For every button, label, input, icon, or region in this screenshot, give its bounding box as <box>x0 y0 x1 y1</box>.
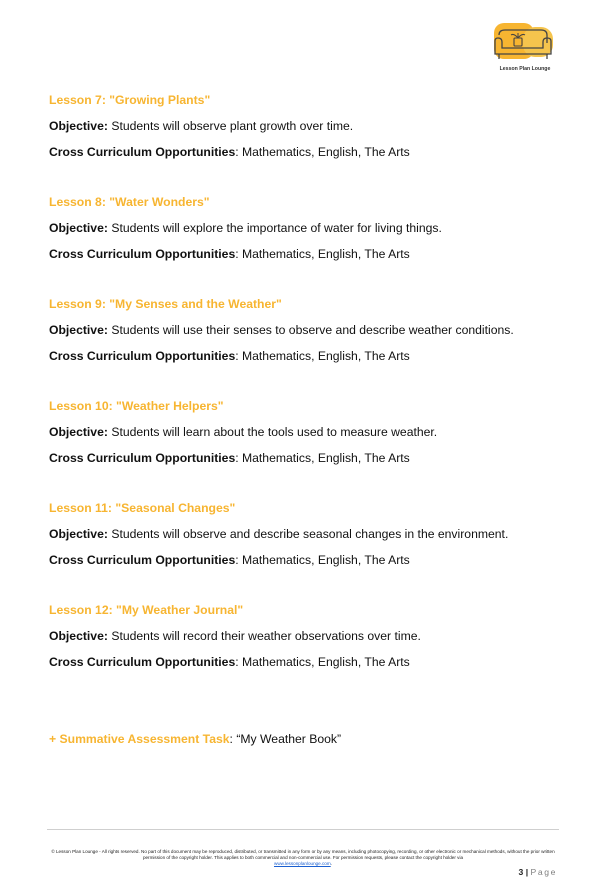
lesson-objective <box>49 527 569 542</box>
cross-curriculum-label: Cross Curriculum Opportunities <box>49 655 236 669</box>
cross-curriculum-text: : Mathematics, English, The Arts <box>235 451 410 465</box>
cross-curriculum-text: : Mathematics, English, The Arts <box>235 145 410 159</box>
lesson-cross-curriculum <box>49 247 569 262</box>
objective-text: Students will observe and describe seasonal changes in the environment. <box>107 527 509 541</box>
cross-curriculum-label: Cross Curriculum Opportunities <box>49 247 236 261</box>
objective-text: Students will learn about the tools used to measure weather. <box>107 425 438 439</box>
objective-text: Students will use their senses to observe and describe weather conditions. <box>107 323 514 337</box>
lesson-list <box>49 93 569 705</box>
lesson-objective <box>49 221 569 236</box>
objective-label: Objective: <box>49 425 108 439</box>
objective-label: Objective: <box>49 629 108 643</box>
cross-curriculum-label: Cross Curriculum Opportunities <box>49 349 236 363</box>
summative-label: Summative Assessment Task <box>56 732 230 746</box>
lesson-objective <box>49 425 569 440</box>
logo-text: Lesson Plan Lounge <box>499 66 551 72</box>
lesson-7 <box>49 93 569 195</box>
footer-copyright <box>48 849 558 867</box>
lesson-cross-curriculum <box>49 451 569 466</box>
lesson-10 <box>49 399 569 501</box>
lesson-title: Lesson 10: "Weather Helpers" <box>49 399 224 413</box>
lesson-title: Lesson 12: "My Weather Journal" <box>49 603 244 617</box>
lesson-11 <box>49 501 569 603</box>
cross-curriculum-text: : Mathematics, English, The Arts <box>235 247 410 261</box>
plus-icon: + <box>49 732 57 746</box>
cross-curriculum-text: : Mathematics, English, The Arts <box>235 349 410 363</box>
objective-label: Objective: <box>49 527 108 541</box>
lesson-title: Lesson 8: "Water Wonders" <box>49 195 210 209</box>
link-suffix: . <box>330 861 332 866</box>
objective-text: Students will explore the importance of water for living things. <box>107 221 442 235</box>
lesson-cross-curriculum <box>49 145 569 160</box>
cross-curriculum-label: Cross Curriculum Opportunities <box>49 451 236 465</box>
summative-value: : “My Weather Book” <box>229 732 342 746</box>
lesson-objective <box>49 119 569 134</box>
website-link[interactable]: www.lessonplanlounge.com <box>274 861 331 866</box>
lesson-cross-curriculum <box>49 349 569 364</box>
lesson-cross-curriculum <box>49 553 569 568</box>
lesson-objective <box>49 323 569 338</box>
page-number-value: 3 <box>518 867 524 877</box>
company-logo <box>489 21 561 75</box>
lesson-8 <box>49 195 569 297</box>
lesson-cross-curriculum <box>49 655 569 670</box>
summative-assessment <box>49 732 341 747</box>
cross-curriculum-text: : Mathematics, English, The Arts <box>235 553 410 567</box>
objective-label: Objective: <box>49 323 108 337</box>
lesson-title: Lesson 7: "Growing Plants" <box>49 93 211 107</box>
lesson-9 <box>49 297 569 399</box>
cross-curriculum-text: : Mathematics, English, The Arts <box>235 655 410 669</box>
sofa-logo-icon <box>489 21 561 65</box>
lesson-title: Lesson 11: "Seasonal Changes" <box>49 501 236 515</box>
page-separator: | <box>523 867 531 877</box>
objective-label: Objective: <box>49 119 108 133</box>
footer-divider <box>47 829 559 830</box>
objective-text: Students will record their weather observations over time. <box>107 629 421 643</box>
objective-text: Students will observe plant growth over time. <box>107 119 354 133</box>
page-number <box>504 867 557 878</box>
page-word: Page <box>530 867 557 877</box>
lesson-objective <box>49 629 569 644</box>
lesson-title: Lesson 9: "My Senses and the Weather" <box>49 297 282 311</box>
cross-curriculum-label: Cross Curriculum Opportunities <box>49 145 236 159</box>
copyright-text: © Lesson Plan Lounge - All rights reserved. No part of this document may be reproduced, distributed, or transmitted in any form or by any means, including photocopying, recording, or other electronic or mechanical methods, without the prior written permission of the copyright holder. This applies to both commercial and non-commercial use. For permission requests, please contact the copyright holder via <box>51 849 555 860</box>
lesson-12 <box>49 603 569 705</box>
cross-curriculum-label: Cross Curriculum Opportunities <box>49 553 236 567</box>
objective-label: Objective: <box>49 221 108 235</box>
